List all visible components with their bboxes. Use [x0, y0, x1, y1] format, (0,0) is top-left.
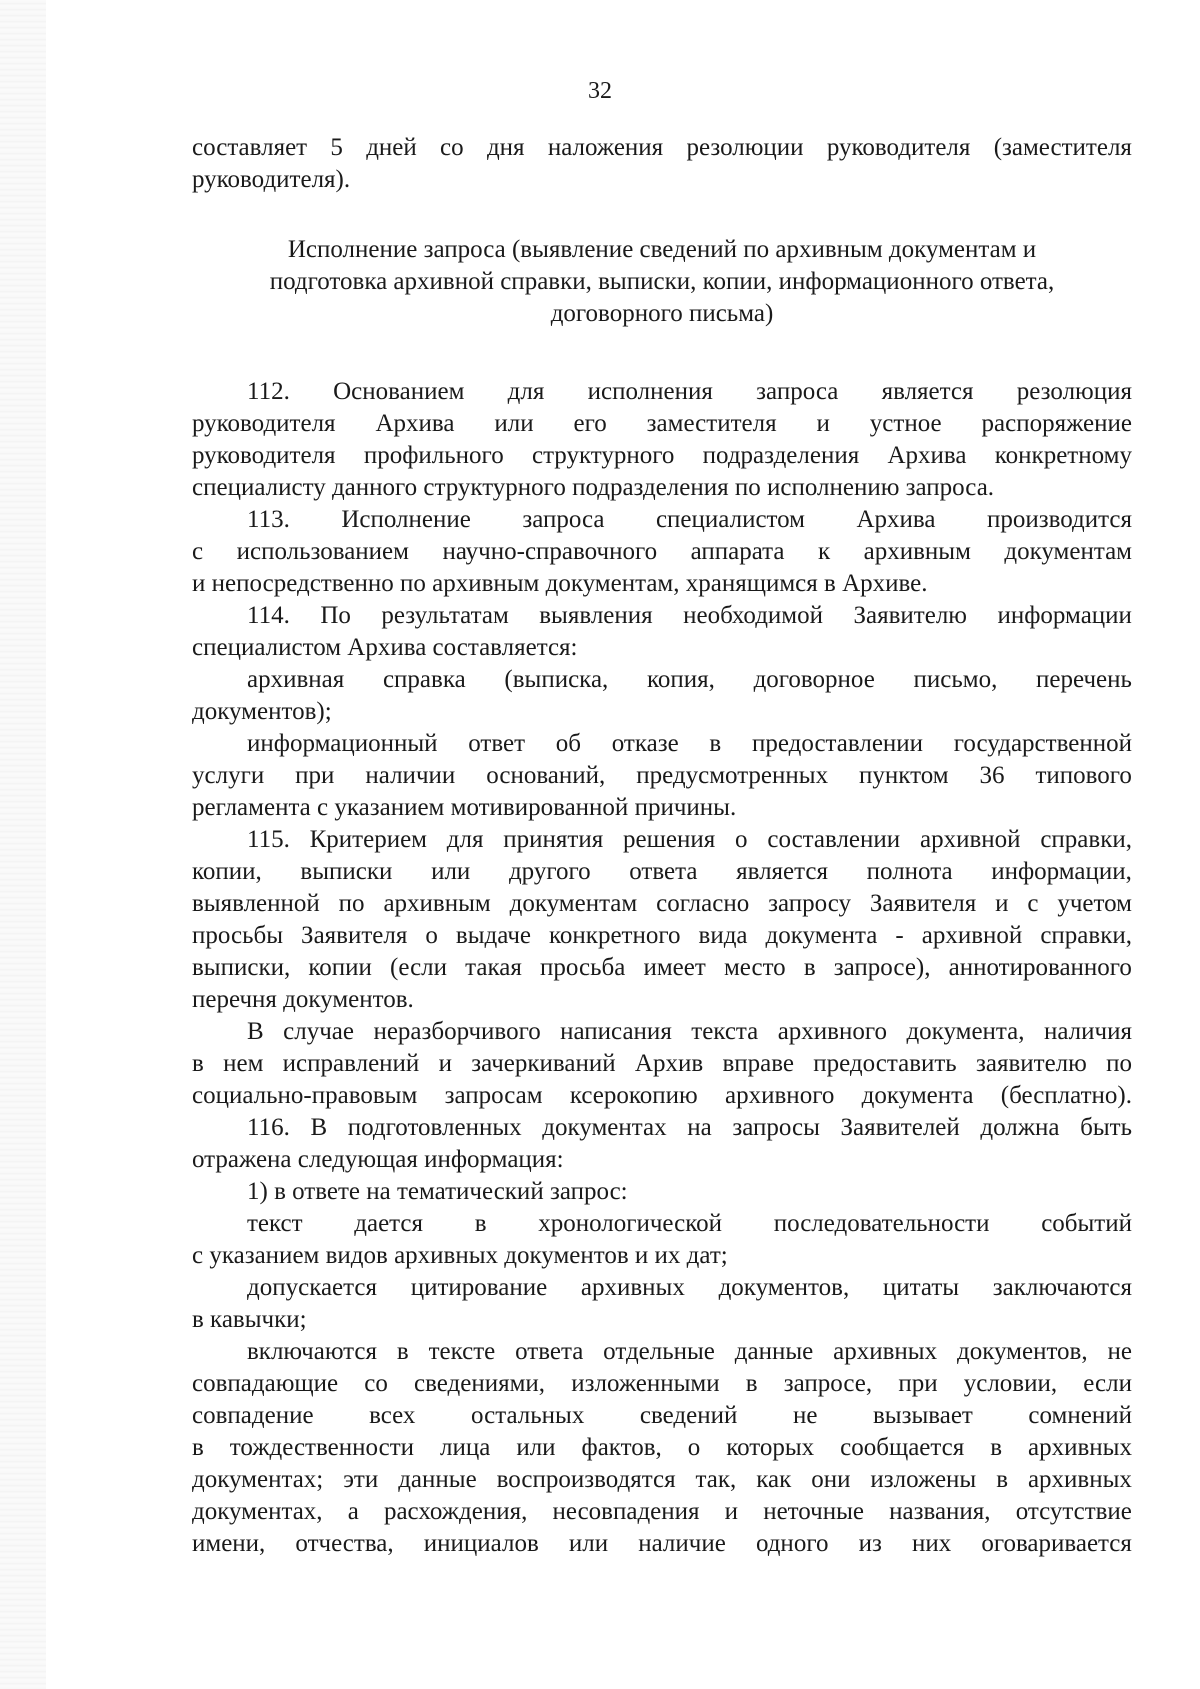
word: написания — [560, 1018, 672, 1045]
word: текст — [247, 1210, 303, 1237]
word: в — [996, 1466, 1008, 1493]
word: Исполнение — [341, 506, 471, 533]
word: по — [1106, 1050, 1132, 1077]
word: эти — [343, 1466, 379, 1493]
paragraph-line: документов); — [192, 698, 332, 725]
paragraph-line — [192, 1016, 1132, 1048]
word: остальных — [471, 1402, 585, 1429]
word: ответ — [468, 730, 526, 757]
word: запросы — [732, 1114, 820, 1141]
word: изложены — [870, 1466, 977, 1493]
word: сомнений — [1028, 1402, 1132, 1429]
paragraph-line — [192, 856, 1132, 888]
word: Основанием — [333, 378, 465, 405]
word: Архива — [375, 410, 455, 437]
word: По — [320, 602, 351, 629]
intro-line-2: руководителя). — [192, 166, 351, 193]
word: если — [1083, 1370, 1132, 1397]
paragraph-line: специалисту данного структурного подразделения по исполнению запроса. — [192, 474, 995, 501]
word: Архива — [856, 506, 936, 533]
word: всех — [369, 1402, 416, 1429]
word: о — [687, 1434, 701, 1461]
word: полнота — [866, 858, 953, 885]
word: устное — [869, 410, 942, 437]
word: справки, — [1040, 922, 1132, 949]
word: составлении — [767, 826, 901, 853]
word: документах; — [192, 1466, 324, 1493]
word: включаются — [247, 1338, 377, 1365]
word: к — [817, 538, 831, 565]
word: зачеркиваний — [471, 1050, 616, 1077]
word: руководителя — [826, 134, 971, 161]
word: (если — [390, 954, 448, 981]
word: запросу — [768, 890, 852, 917]
word: тексте — [428, 1338, 496, 1365]
word: архивной — [919, 826, 1021, 853]
word: 5 — [330, 134, 343, 161]
paragraph-line — [192, 1336, 1132, 1368]
word: 113. — [247, 506, 290, 533]
word: архивных — [1027, 1466, 1132, 1493]
word: запросам — [444, 1082, 543, 1109]
word: специалистом — [655, 506, 805, 533]
word: неточные — [763, 1498, 864, 1525]
word: (заместителя — [993, 134, 1132, 161]
word: документам — [509, 890, 638, 917]
paragraph-line: 1) в ответе на тематический запрос: — [247, 1178, 628, 1205]
word: распоряжение — [981, 410, 1132, 437]
word: принятия — [503, 826, 604, 853]
word: в — [192, 1050, 204, 1077]
word: запросе), — [833, 954, 931, 981]
section-heading-line-3: договорного письма) — [550, 300, 774, 327]
word: или — [494, 410, 534, 437]
word: в — [990, 1434, 1003, 1461]
word: дается — [354, 1210, 424, 1237]
word: Заявителей — [840, 1114, 960, 1141]
paragraph-lines — [192, 376, 1132, 1560]
word: событий — [1041, 1210, 1132, 1237]
paragraph-line: регламента с указанием мотивированной причины. — [192, 794, 737, 821]
word: оговаривается — [981, 1530, 1132, 1557]
word: социально-правовым — [192, 1082, 418, 1109]
word: документов, — [956, 1338, 1088, 1365]
word: В — [247, 1018, 264, 1045]
paragraph-line: специалистом Архива составляется: — [192, 634, 578, 661]
word: документам — [1004, 538, 1132, 565]
word: копии — [308, 954, 372, 981]
document-body — [192, 132, 1132, 1560]
word: дней — [366, 134, 417, 161]
word: архивного — [725, 1082, 835, 1109]
word: резолюции — [686, 134, 804, 161]
word: при — [295, 762, 335, 789]
word: решения — [623, 826, 716, 853]
word: совпадающие — [192, 1370, 339, 1397]
word: или — [431, 858, 471, 885]
word: текста — [691, 1018, 759, 1045]
word: 114. — [247, 602, 290, 629]
word: конкретного — [549, 922, 681, 949]
word: цитаты — [882, 1274, 960, 1301]
word: является — [881, 378, 974, 405]
word: производится — [986, 506, 1132, 533]
word: со — [440, 134, 464, 161]
paragraph-line — [192, 600, 1132, 632]
word: о — [735, 826, 748, 853]
word: архивным — [383, 890, 491, 917]
paragraph-line — [192, 664, 1132, 696]
paragraph-line — [192, 1400, 1132, 1432]
paragraph-line — [192, 824, 1132, 856]
word: наличия — [1043, 1018, 1132, 1045]
word: наложения — [547, 134, 664, 161]
word: пунктом — [859, 762, 949, 789]
word: запросе, — [783, 1370, 873, 1397]
word: просьбы — [192, 922, 284, 949]
paragraph-line — [192, 536, 1132, 568]
word: и — [724, 1498, 739, 1525]
word: подготовленных — [347, 1114, 522, 1141]
paragraph-line — [192, 952, 1132, 984]
word: запроса — [756, 378, 839, 405]
word: руководителя — [192, 410, 336, 437]
word: документов, — [718, 1274, 850, 1301]
word: лица — [440, 1434, 491, 1461]
word: архивных — [580, 1274, 685, 1301]
word: исправлений — [282, 1050, 420, 1077]
paragraph-line — [192, 1368, 1132, 1400]
word: оснований, — [486, 762, 606, 789]
word: 36 — [979, 762, 1005, 789]
paragraph-line — [192, 440, 1132, 472]
word: документа — [861, 1082, 974, 1109]
word: копия, — [646, 666, 715, 693]
paragraph-line — [192, 760, 1132, 792]
word: (бесплатно). — [1000, 1082, 1132, 1109]
section-heading-line-1: Исполнение запроса (выявление сведений по архивным документам и — [287, 236, 1037, 263]
paragraph-line — [192, 1432, 1132, 1464]
paragraph-line — [192, 888, 1132, 920]
word: предоставить — [813, 1050, 957, 1077]
word: документах, — [192, 1498, 323, 1525]
word: архивная — [247, 666, 345, 693]
word: документах — [542, 1114, 667, 1141]
word: архивных — [1027, 1434, 1132, 1461]
paragraph-line — [192, 1272, 1132, 1304]
word: документа, — [906, 1018, 1025, 1045]
word: необходимой — [683, 602, 824, 629]
word: не — [792, 1402, 818, 1429]
word: отказе — [611, 730, 679, 757]
word: 116. — [247, 1114, 290, 1141]
word: фактов, — [581, 1434, 662, 1461]
word: случае — [283, 1018, 354, 1045]
word: как — [756, 1466, 792, 1493]
word: неразборчивого — [373, 1018, 541, 1045]
paragraph-line: в кавычки; — [192, 1306, 307, 1333]
word: документа — [765, 922, 878, 949]
paragraph-line — [192, 1112, 1132, 1144]
word: по — [338, 890, 365, 917]
word: результатам — [381, 602, 509, 629]
word: место — [723, 954, 786, 981]
word: из — [858, 1530, 882, 1557]
word: профильного — [363, 442, 504, 469]
word: научно-справочного — [442, 538, 658, 565]
word: они — [811, 1466, 851, 1493]
word: резолюция — [1016, 378, 1132, 405]
scan-edge-noise — [0, 0, 46, 1689]
word: выписки, — [192, 954, 291, 981]
word: архивной — [921, 922, 1023, 949]
paragraph-line — [192, 920, 1132, 952]
word: допускается — [247, 1274, 377, 1301]
word: со — [364, 1370, 388, 1397]
word: которых — [726, 1434, 815, 1461]
word: и — [995, 890, 1009, 917]
word: вызывает — [872, 1402, 973, 1429]
word: выявления — [539, 602, 653, 629]
word: архивным — [863, 538, 971, 565]
word: для — [507, 378, 545, 405]
paragraph-line: отражена следующая информация: — [192, 1146, 564, 1173]
word: заместителя — [646, 410, 777, 437]
word: письмо, — [913, 666, 998, 693]
word: Заявителя — [301, 922, 408, 949]
paragraph-line — [192, 1080, 1132, 1112]
word: В — [310, 1114, 328, 1141]
word: изложенными — [571, 1370, 720, 1397]
word: ответа — [515, 1338, 584, 1365]
word: об — [555, 730, 581, 757]
word: заключаются — [992, 1274, 1132, 1301]
word: 115. — [247, 826, 290, 853]
word: вида — [698, 922, 748, 949]
word: выявленной — [192, 890, 320, 917]
word: в — [709, 730, 722, 757]
word: является — [736, 858, 828, 885]
word: при — [898, 1370, 938, 1397]
word: них — [911, 1530, 952, 1557]
word: вправе — [722, 1050, 794, 1077]
word: учетом — [1057, 890, 1132, 917]
paragraph-line — [192, 1048, 1132, 1080]
word: архивных — [833, 1338, 938, 1365]
paragraph-line — [192, 408, 1132, 440]
word: руководителя — [192, 442, 336, 469]
word: другого — [508, 858, 591, 885]
word: Заявителя — [869, 890, 977, 917]
word: или — [516, 1434, 556, 1461]
word: 112. — [247, 378, 290, 405]
word: цитирование — [410, 1274, 548, 1301]
paragraph-line: с указанием видов архивных документов и их дат; — [192, 1242, 728, 1269]
word: или — [568, 1530, 609, 1557]
word: отсутствие — [1015, 1498, 1132, 1525]
word: Архива — [887, 442, 967, 469]
word: справки, — [1040, 826, 1132, 853]
word: и — [438, 1050, 452, 1077]
word: сообщается — [840, 1434, 965, 1461]
word: быть — [1080, 1114, 1132, 1141]
word: в — [396, 1338, 409, 1365]
word: информации — [997, 602, 1132, 629]
word: хронологической — [538, 1210, 723, 1237]
word: предоставлении — [751, 730, 924, 757]
word: с — [1027, 890, 1039, 917]
word: инициалов — [423, 1530, 539, 1557]
intro-line-1 — [192, 132, 1132, 164]
word: просьба — [540, 954, 626, 981]
word: так, — [695, 1466, 737, 1493]
word: тождественности — [229, 1434, 415, 1461]
word: аннотированного — [948, 954, 1132, 981]
section-heading-line-2: подготовка архивной справки, выписки, копии, информационного ответа, — [269, 268, 1055, 295]
word: условии, — [963, 1370, 1058, 1397]
word: наличие — [638, 1530, 726, 1557]
word: архивного — [777, 1018, 887, 1045]
paragraph-line — [192, 1208, 1132, 1240]
word: такая — [465, 954, 522, 981]
word: составляет — [192, 134, 308, 161]
word: аппарата — [690, 538, 785, 565]
word: Критерием — [309, 826, 427, 853]
word: с — [192, 538, 204, 565]
word: в — [192, 1434, 204, 1461]
paragraph-line: и непосредственно по архивным документам, хранящимся в Архиве. — [192, 570, 928, 597]
word: имеет — [643, 954, 706, 981]
word: его — [573, 410, 607, 437]
word: заявителю — [975, 1050, 1087, 1077]
word: названия, — [889, 1498, 991, 1525]
word: услуги — [192, 762, 265, 789]
word: договорное — [753, 666, 875, 693]
word: в — [803, 954, 816, 981]
word: подразделения — [702, 442, 860, 469]
word: типового — [1035, 762, 1132, 789]
word: информации, — [991, 858, 1132, 885]
word: сведениями, — [414, 1370, 546, 1397]
word: в — [745, 1370, 758, 1397]
word: воспроизводятся — [496, 1466, 676, 1493]
paragraph-line — [192, 728, 1132, 760]
word: государственной — [953, 730, 1132, 757]
word: ксерокопию — [569, 1082, 698, 1109]
word: ответа — [629, 858, 698, 885]
word: наличии — [365, 762, 456, 789]
word: одного — [755, 1530, 829, 1557]
word: а — [347, 1498, 359, 1525]
word: имени, — [192, 1530, 266, 1557]
word: выдаче — [455, 922, 532, 949]
word: для — [446, 826, 484, 853]
word: (выписка, — [504, 666, 609, 693]
paragraph-line: перечня документов. — [192, 986, 414, 1013]
word: должна — [980, 1114, 1060, 1141]
word: на — [687, 1114, 712, 1141]
word: Архив — [634, 1050, 704, 1077]
word: выписки — [300, 858, 393, 885]
paragraph-line — [192, 1496, 1132, 1528]
page-number: 32 — [588, 78, 612, 104]
word: последовательности — [773, 1210, 990, 1237]
word: предусмотренных — [636, 762, 829, 789]
word: в — [474, 1210, 487, 1237]
word: сведений — [639, 1402, 738, 1429]
word: нем — [223, 1050, 264, 1077]
word: запроса — [522, 506, 605, 533]
word: данные — [398, 1466, 477, 1493]
word: отчества, — [295, 1530, 394, 1557]
word: несовпадения — [552, 1498, 700, 1525]
word: не — [1107, 1338, 1132, 1365]
word: расхождения, — [383, 1498, 528, 1525]
paragraph-line — [192, 504, 1132, 536]
word: конкретному — [994, 442, 1132, 469]
word: данные — [734, 1338, 814, 1365]
word: копии, — [192, 858, 262, 885]
word: о — [425, 922, 438, 949]
word: справка — [382, 666, 466, 693]
paragraph-line — [192, 376, 1132, 408]
word: структурного — [531, 442, 675, 469]
word: перечень — [1036, 666, 1132, 693]
word: отдельные — [603, 1338, 715, 1365]
word: и — [816, 410, 830, 437]
word: Заявителю — [853, 602, 967, 629]
paragraph-line — [192, 1464, 1132, 1496]
word: использованием — [236, 538, 409, 565]
word: исполнения — [587, 378, 713, 405]
word: дня — [486, 134, 525, 161]
word: согласно — [656, 890, 750, 917]
word: совпадение — [192, 1402, 314, 1429]
paragraph-line — [192, 1528, 1132, 1560]
word: информационный — [247, 730, 438, 757]
word: - — [895, 922, 904, 949]
